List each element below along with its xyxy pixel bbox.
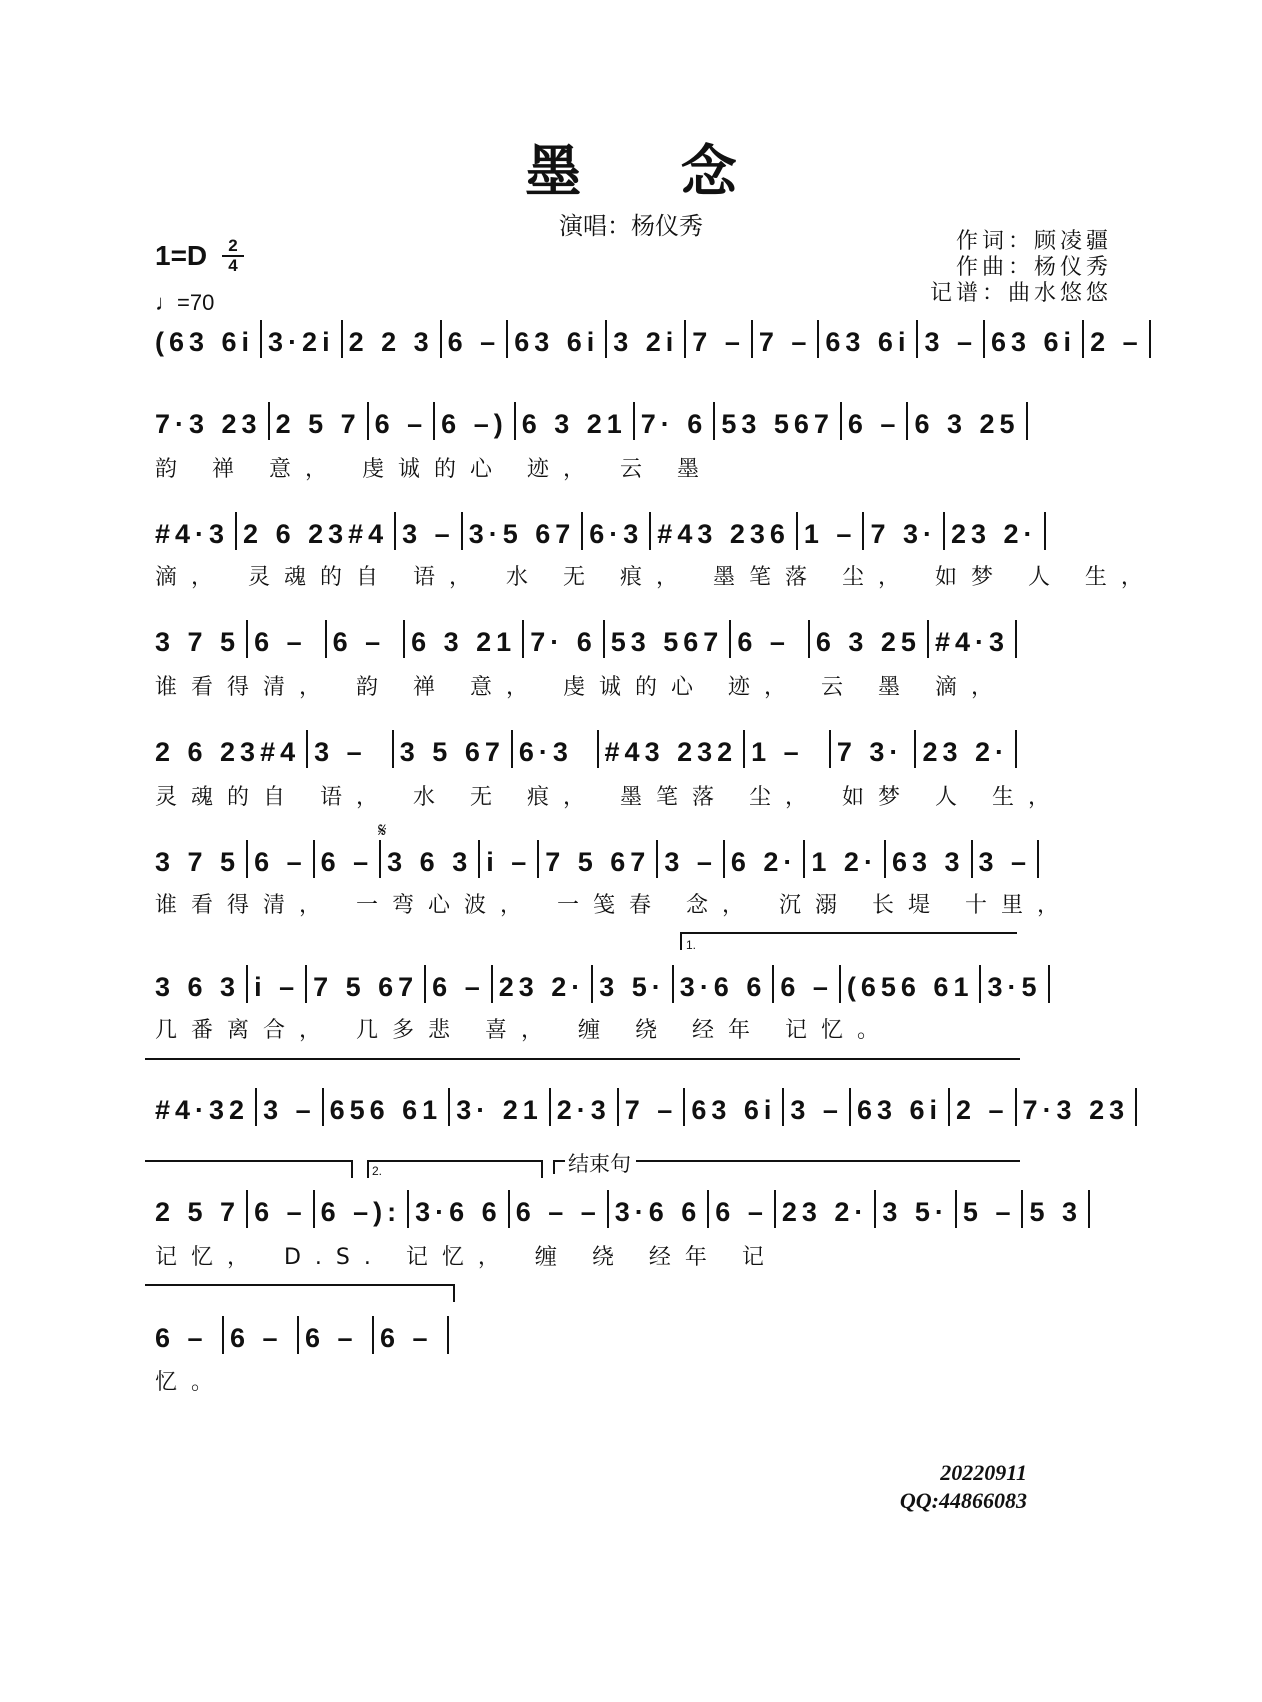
finale-label: 结束句 (568, 1152, 631, 1176)
notation-row (155, 730, 1023, 768)
barline (983, 320, 985, 358)
barline (508, 1190, 510, 1228)
barline (367, 402, 369, 440)
measure: 2 – (1090, 327, 1143, 357)
notation-row (155, 965, 1042, 1003)
measure: #4·3 (934, 627, 1009, 657)
measure: #4·32 (155, 1095, 250, 1125)
barline (322, 1088, 324, 1126)
song-title: 墨 念 (525, 139, 777, 205)
measure: 6 – (254, 627, 307, 657)
measure: 3·5 67 (468, 519, 576, 549)
barline (511, 730, 513, 768)
measure: 7 5 67 (545, 847, 651, 877)
measure: 6·3 (518, 737, 573, 767)
barline (306, 730, 308, 768)
measure: 6 – (737, 627, 790, 657)
barline (672, 965, 674, 1003)
barline (751, 320, 753, 358)
barline (222, 1316, 224, 1354)
measure: 6 – (847, 409, 901, 439)
measure: 1 – (803, 519, 857, 549)
barline (246, 840, 248, 878)
barline (1088, 1190, 1090, 1228)
notation-row (155, 1316, 455, 1354)
measure: 6 – – (515, 1197, 601, 1227)
lyric-line: 灵魂的自 语， 水 无 痕， 墨笔落 尘， 如梦 人 生， (155, 785, 1064, 810)
barline (607, 1190, 609, 1228)
lyric-line: 几番离合， 几多悲 喜， 缠 绕 经年 记忆。 (155, 1018, 893, 1043)
measure: 6 – (305, 1323, 358, 1353)
barline (782, 1088, 784, 1126)
measure: 63 6i (856, 1095, 942, 1125)
measure: 3 2i (613, 327, 679, 357)
measure: 6 – (447, 327, 501, 357)
barline (808, 620, 810, 658)
barline (649, 512, 651, 550)
segno-mark: 𝄋 (378, 818, 387, 842)
measure: 7·3 23 (1022, 1095, 1130, 1125)
lyric-line: 记忆， D.S. 记忆， 缠 绕 经年 记 (155, 1245, 778, 1270)
barline (325, 620, 327, 658)
measure: 6 3 21 (411, 627, 517, 657)
system-divider (145, 1058, 1020, 1060)
measure: 6 – (715, 1197, 768, 1227)
barline (581, 512, 583, 550)
measure: 6 3 25 (914, 409, 1020, 439)
barline (803, 840, 805, 878)
lyricist-credit: 作词：顾凌疆 (955, 229, 1112, 254)
measure: 7 – (624, 1095, 678, 1125)
barline (246, 965, 248, 1003)
barline (1044, 512, 1046, 550)
measure: i – (486, 847, 532, 877)
barline (914, 730, 916, 768)
barline (461, 512, 463, 550)
key-signature: 1=D (155, 240, 208, 271)
lyric-line: 滴， 灵魂的自 语， 水 无 痕， 墨笔落 尘， 如梦 人 生， (155, 565, 1157, 590)
measure: 63 3 (891, 847, 965, 877)
measure: 6 – (332, 627, 386, 657)
measure: 63 6i (514, 327, 600, 357)
barline (605, 320, 607, 358)
barline (313, 1190, 315, 1228)
measure: 2 2 3 (348, 327, 434, 357)
measure: 1 2· (811, 847, 878, 877)
barline (1015, 730, 1017, 768)
measure: 6 – (230, 1323, 283, 1353)
barline (522, 620, 524, 658)
measure: (63 6i (155, 327, 255, 357)
measure: 53 567 (721, 409, 834, 439)
volta-1-label: 1. (686, 938, 697, 952)
measure: 3·6 6 (614, 1197, 702, 1227)
time-signature-top: 2 (228, 236, 238, 255)
barline (1149, 320, 1151, 358)
measure: 6·3 (589, 519, 644, 549)
barline (817, 320, 819, 358)
barline (849, 1088, 851, 1126)
barline (603, 620, 605, 658)
barline (268, 402, 270, 440)
measure: 2 – (956, 1095, 1009, 1125)
measure: 23 2· (950, 519, 1038, 549)
measure: 7· 6 (530, 627, 597, 657)
measure: 6 –): (320, 1197, 402, 1227)
barline (840, 402, 842, 440)
barline (633, 402, 635, 440)
measure: 3 – (924, 327, 977, 357)
measure: 3 6 3 (155, 972, 241, 1002)
barline (491, 965, 493, 1003)
barline (862, 512, 864, 550)
measure: 656 61 (329, 1095, 443, 1125)
measure: 3 – (263, 1095, 316, 1125)
barline (829, 730, 831, 768)
measure: 3 6 3 (387, 847, 473, 877)
measure: #4·3 (155, 519, 230, 549)
barline (440, 320, 442, 358)
measure: 2 6 23#4 (155, 737, 301, 767)
barline (246, 620, 248, 658)
measure: 3 7 5 (155, 627, 241, 657)
barline (379, 840, 381, 878)
measure: 3·6 6 (415, 1197, 502, 1227)
barline (1026, 402, 1028, 440)
barline (774, 1190, 776, 1228)
measure: 1 – (751, 737, 804, 767)
tempo-marking: ♩=70 (155, 290, 215, 315)
measure: 5 – (962, 1197, 1016, 1227)
measure: 3 – (790, 1095, 843, 1125)
footer-qq: QQ:44866083 (899, 1488, 1027, 1513)
barline (772, 965, 774, 1003)
barline (1037, 840, 1039, 878)
measure: 7 – (758, 327, 812, 357)
measure: 3· 21 (456, 1095, 543, 1125)
barline (235, 512, 237, 550)
barline (796, 512, 798, 550)
barline (447, 1316, 449, 1354)
barline (729, 620, 731, 658)
notation-row (155, 1190, 1083, 1228)
barline (906, 402, 908, 440)
barline (433, 402, 435, 440)
measure: 3 – (402, 519, 455, 549)
measure: #43 232 (604, 737, 738, 767)
volta-2-bracket (367, 1160, 541, 1162)
lyric-line: 谁看得清， 一弯心波， 一笺春 念， 沉溺 长堤 十里， (155, 893, 1073, 918)
barline (943, 512, 945, 550)
measure: (656 61 (846, 972, 974, 1002)
barline (874, 1190, 876, 1228)
barline (713, 402, 715, 440)
measure: 6 – (374, 409, 428, 439)
barline (1015, 1088, 1017, 1126)
measure: 6 – (254, 1197, 307, 1227)
measure: 3·5 (987, 972, 1042, 1002)
barline (955, 1190, 957, 1228)
measure: 6 – (380, 1323, 433, 1353)
barline (723, 840, 725, 878)
barline (948, 1088, 950, 1126)
notation-row (155, 1088, 1130, 1126)
barline (1021, 1190, 1023, 1228)
barline (506, 320, 508, 358)
measure: 7 3· (836, 737, 904, 767)
measure: 7·3 23 (155, 409, 262, 439)
barline (884, 840, 886, 878)
barline (305, 965, 307, 1003)
measure: 6 3 25 (815, 627, 921, 657)
measure: 3 5· (599, 972, 666, 1002)
measure: 3 – (664, 847, 717, 877)
barline (1048, 965, 1050, 1003)
barline (394, 512, 396, 550)
volta-1-bracket (680, 932, 1017, 934)
barline (341, 320, 343, 358)
lyric-line: 韵 禅 意， 虔诚的心 迹， 云 墨 (155, 457, 713, 482)
notation-row (155, 512, 1038, 550)
measure: 2 6 23#4 (243, 519, 389, 549)
measure: 6 –) (441, 409, 508, 439)
barline (260, 320, 262, 358)
measure: 2·3 (556, 1095, 611, 1125)
barline (478, 840, 480, 878)
measure: 2 5 7 (155, 1197, 241, 1227)
measure: 23 2· (498, 972, 586, 1002)
barline (514, 402, 516, 440)
notation-row (155, 840, 1032, 878)
barline (424, 965, 426, 1003)
barline (656, 840, 658, 878)
barline (549, 1088, 551, 1126)
barline (979, 965, 981, 1003)
singer-line: 演唱：杨仪秀 (559, 212, 703, 240)
barline (372, 1316, 374, 1354)
barline (297, 1316, 299, 1354)
barline (1015, 620, 1017, 658)
barline (246, 1190, 248, 1228)
measure: 3 – (314, 737, 367, 767)
transcriber-credit: 记谱：曲水悠悠 (929, 281, 1112, 306)
notation-row (155, 402, 1023, 440)
measure: 2 5 7 (275, 409, 361, 439)
measure: i – (254, 972, 300, 1002)
measure: 53 567 (610, 627, 724, 657)
footer-date: 20220911 (940, 1460, 1027, 1485)
measure: 3 5 67 (399, 737, 505, 767)
volta-2-label: 2. (372, 1164, 383, 1178)
barline (591, 965, 593, 1003)
barline (839, 965, 841, 1003)
time-signature (222, 238, 244, 274)
barline (313, 840, 315, 878)
measure: 5 3 (1029, 1197, 1083, 1227)
measure: #43 236 (657, 519, 790, 549)
barline (392, 730, 394, 768)
measure: 23 2· (781, 1197, 869, 1227)
barline (1135, 1088, 1137, 1126)
time-signature-bottom: 4 (228, 256, 238, 275)
measure: 7 3· (870, 519, 937, 549)
barline (537, 840, 539, 878)
measure: 7· 6 (640, 409, 708, 439)
barline (255, 1088, 257, 1126)
barline (707, 1190, 709, 1228)
measure: 63 6i (825, 327, 911, 357)
barline (971, 840, 973, 878)
notation-row (155, 320, 1143, 358)
measure: 6 3 21 (521, 409, 627, 439)
barline (683, 1088, 685, 1126)
measure: 6 – (780, 972, 833, 1002)
measure: 6 – (432, 972, 485, 1002)
measure: 23 2· (922, 737, 1010, 767)
measure: 6 2· (730, 847, 798, 877)
composer-credit: 作曲：杨仪秀 (955, 255, 1112, 280)
measure: 6 – (155, 1323, 208, 1353)
measure: 63 6i (991, 327, 1077, 357)
barline (597, 730, 599, 768)
barline (684, 320, 686, 358)
measure: 3 5· (882, 1197, 949, 1227)
barline (916, 320, 918, 358)
volta-bracket-line (145, 1160, 353, 1162)
lyric-line: 谁看得清， 韵 禅 意， 虔诚的心 迹， 云 墨 滴， (155, 675, 1007, 700)
measure: 3 – (978, 847, 1032, 877)
barline (743, 730, 745, 768)
barline (403, 620, 405, 658)
barline (617, 1088, 619, 1126)
measure: 7 5 67 (313, 972, 419, 1002)
measure: 3·2i (268, 327, 335, 357)
final-line-bracket (145, 1284, 455, 1286)
notation-row (155, 620, 1023, 658)
measure: 6 – (320, 847, 374, 877)
lyric-line: 忆。 (155, 1370, 228, 1395)
measure: 63 6i (691, 1095, 777, 1125)
measure: 3·6 6 (679, 972, 767, 1002)
measure: 7 – (692, 327, 745, 357)
barline (407, 1190, 409, 1228)
measure: 3 7 5 (155, 847, 241, 877)
barline (927, 620, 929, 658)
measure: 6 – (254, 847, 307, 877)
barline (448, 1088, 450, 1126)
barline (1082, 320, 1084, 358)
